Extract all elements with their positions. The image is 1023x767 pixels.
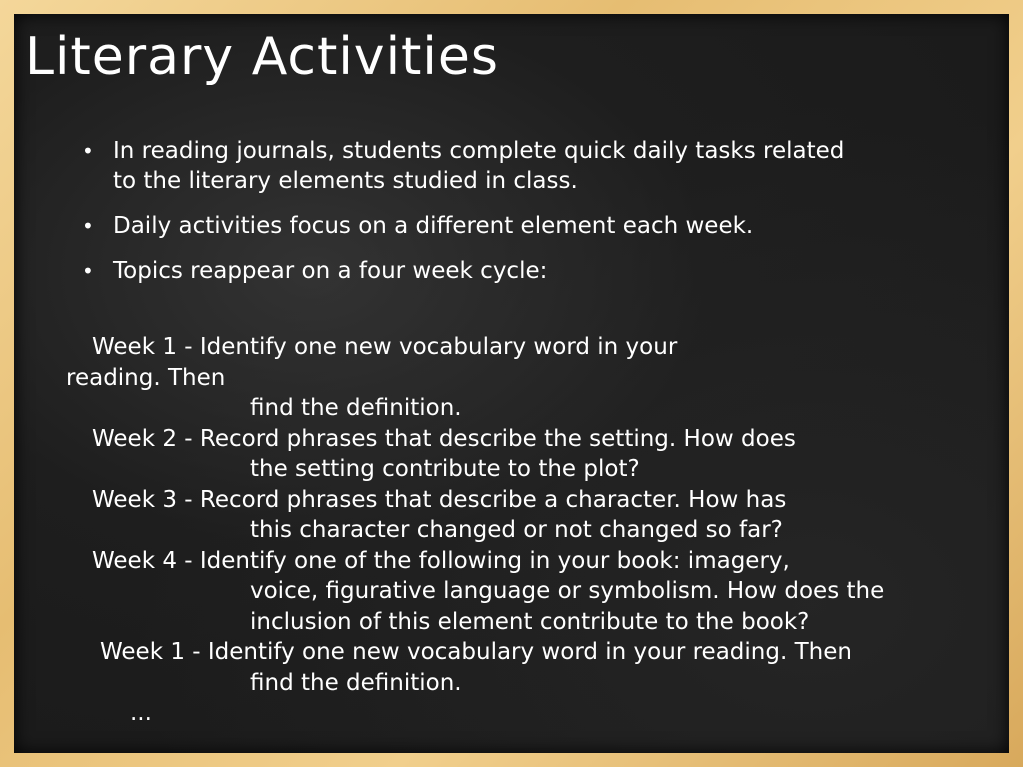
week-line: Week 1 - Identify one new vocabulary word in your reading. Then [100,639,852,665]
bullet-item-topics-cycle [74,256,934,286]
bullet-item-journals [74,136,934,196]
week-line: find the definition. [250,395,462,421]
bullet-dot-icon: • [82,259,94,283]
bullet-item-daily-activities [74,211,934,241]
week-line: Week 4 - Identify one of the following in your book: imagery, [92,547,790,574]
week-line: inclusion of this element contribute to the book? [250,608,810,635]
chalkboard [14,14,1009,753]
bullet-text-line2: to the literary elements studied in class. [113,168,578,194]
slide-title: Literary Activities [25,27,499,87]
bullet-dot-icon: • [82,139,94,163]
bullet-text-line1: Daily activities focus on a different element each week. [113,213,754,239]
week-line-ellipsis: ... [130,700,152,726]
week-line: Week 3 - Record phrases that describe a character. How has [92,486,787,513]
week-line: reading. Then [66,364,226,391]
week-line: this character changed or not changed so far? [250,517,783,543]
bullet-text-line1: In reading journals, students complete quick daily tasks related [113,138,845,164]
week-line: Week 2 - Record phrases that describe the setting. How does [92,425,796,452]
bullet-text-line1: Topics reappear on a four week cycle: [113,258,548,284]
bullet-list [74,136,934,301]
week-line: the setting contribute to the plot? [250,456,640,482]
bullet-dot-icon: • [82,214,94,238]
week-line: voice, figurative language or symbolism. How does the [250,578,885,604]
week-line: find the definition. [250,669,462,696]
week-line: Week 1 - Identify one new vocabulary word in your [92,334,678,360]
